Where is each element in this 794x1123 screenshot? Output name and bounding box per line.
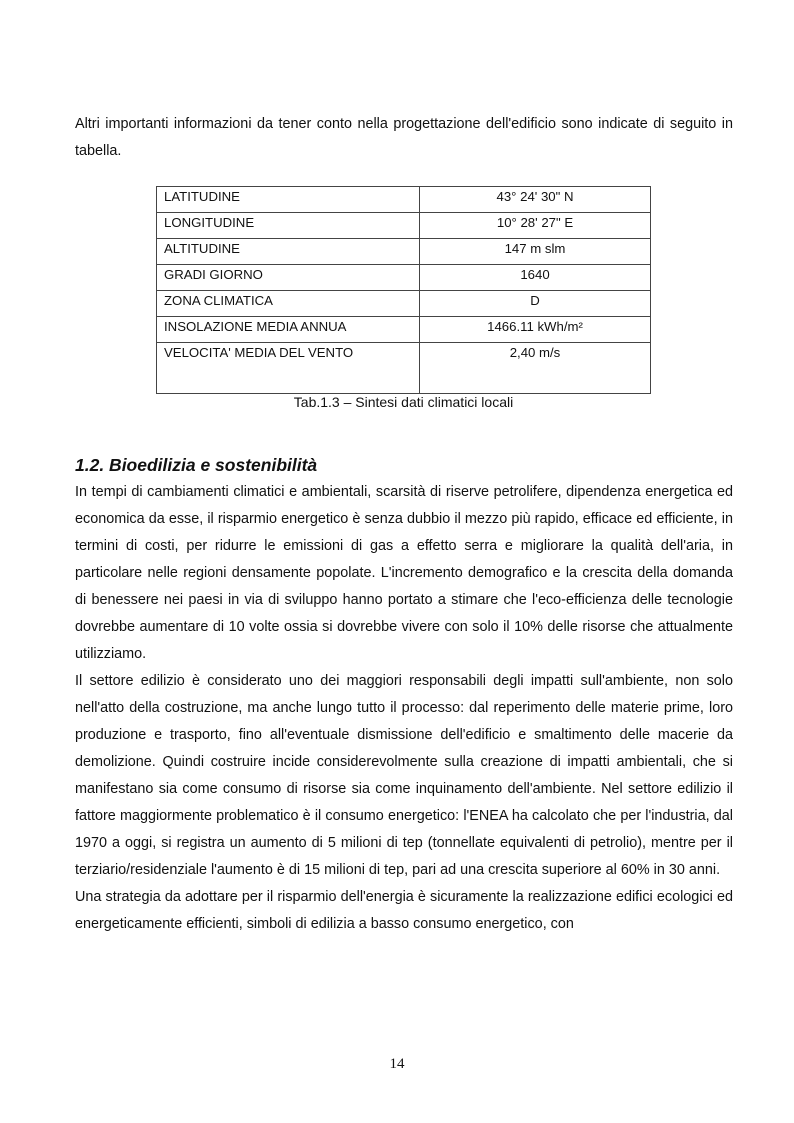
row-value: 43° 24' 30" N — [420, 187, 651, 213]
table-row — [157, 213, 651, 239]
intro-paragraph: Altri importanti informazioni da tener conto nella progettazione dell'edificio sono indicate di seguito in tabella. — [75, 116, 733, 159]
row-value: D — [420, 291, 651, 317]
table-row — [157, 317, 651, 343]
section-heading: 1.2. Bioedilizia e sostenibilità — [75, 455, 318, 475]
table-row — [157, 291, 651, 317]
row-label: VELOCITA' MEDIA DEL VENTO — [157, 343, 420, 394]
row-label: LATITUDINE — [157, 187, 420, 213]
table-caption: Tab.1.3 – Sintesi dati climatici locali — [293, 394, 514, 410]
row-label: LONGITUDINE — [157, 213, 420, 239]
body-paragraph: Una strategia da adottare per il risparmio dell'energia è sicuramente la realizzazione edifici ecologici ed energeticamente efficienti, simboli di edilizia a basso consumo energetico, con — [75, 889, 733, 932]
table-row — [157, 187, 651, 213]
body-paragraph: Il settore edilizio è considerato uno dei maggiori responsabili degli impatti sull'ambiente, non solo nell'atto della costruzione, ma anche lungo tutto il processo: dal reperimento delle materie prime, loro produzione e trasporto, fino all'eventuale dismissione dell'edificio e smaltimento delle macerie da demolizione. Quindi costruire incide considerevolmente sulla creazione di impatti ambientali, che si manifestano sia come consumo di risorse sia come inquinamento dell'ambiente. Nel settore edilizio il fattore maggiormente problematico è il consumo energetico: l'ENEA ha calcolato che per l'industria, dal 1970 a oggi, si registra un aumento di 5 milioni di tep (tonnellate equivalenti di petrolio), mentre per il terziario/residenziale l'aumento è di 15 milioni di tep, pari ad una crescita superiore al 60% in 30 anni. — [75, 673, 733, 878]
row-value: 1466.11 kWh/m² — [420, 317, 651, 343]
table-row — [157, 343, 651, 394]
table-row — [157, 239, 651, 265]
table-row — [157, 265, 651, 291]
climate-data-table — [156, 186, 651, 394]
page-number: 14 — [389, 1056, 405, 1072]
row-value: 1640 — [420, 265, 651, 291]
row-label: ALTITUDINE — [157, 239, 420, 265]
section-body — [75, 479, 733, 938]
row-value: 2,40 m/s — [420, 343, 651, 394]
row-label: GRADI GIORNO — [157, 265, 420, 291]
body-paragraph: In tempi di cambiamenti climatici e ambientali, scarsità di riserve petrolifere, dipendenza energetica ed economica da esse, il risparmio energetico è senza dubbio il mezzo più rapido, efficace ed efficiente, in termini di costi, per ridurre le emissioni di gas a effetto serra e migliorare la qualità dell'aria, in particolare nelle regioni densamente popolate. L'incremento demografico e la crescita della domanda di benessere nei paesi in via di sviluppo hanno portato a stimare che l'eco-efficienza delle tecnologie dovrebbe aumentare di 10 volte ossia si dovrebbe vivere con solo il 10% delle risorse che attualmente utilizziamo. — [75, 484, 733, 662]
row-label: ZONA CLIMATICA — [157, 291, 420, 317]
row-value: 10° 28' 27" E — [420, 213, 651, 239]
row-value: 147 m slm — [420, 239, 651, 265]
row-label: INSOLAZIONE MEDIA ANNUA — [157, 317, 420, 343]
